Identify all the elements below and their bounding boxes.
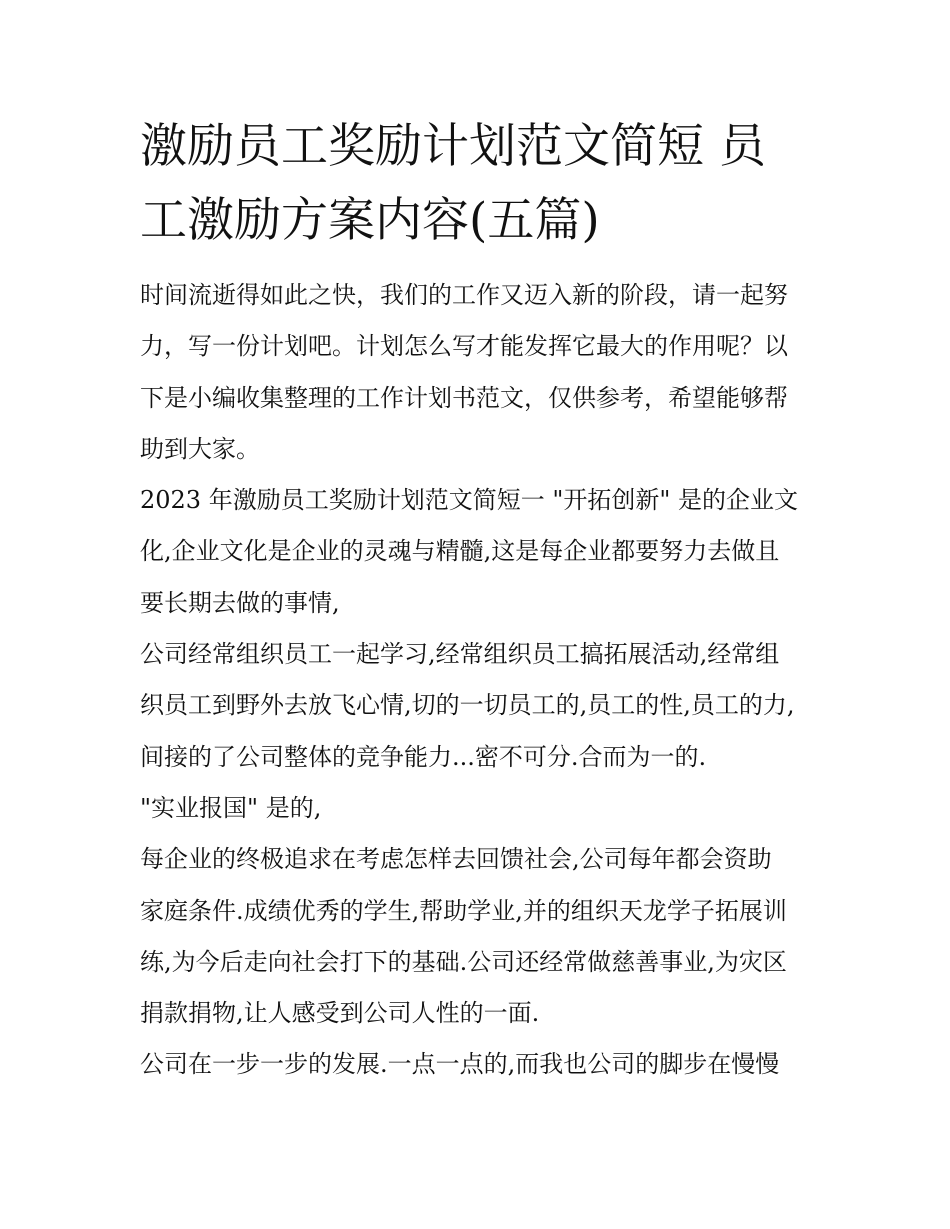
paragraph (140, 783, 815, 834)
text-line: 时间流逝得如此之快，我们的工作又迈入新的阶段，请一起努 (140, 281, 788, 309)
text-line: 助到大家。 (140, 434, 260, 463)
text-line: 家庭条件.成绩优秀的学生,帮助学业,并的组织天龙学子拓展训 (140, 896, 787, 925)
paragraph (140, 629, 815, 783)
intro-paragraph (140, 270, 815, 475)
paragraph (140, 834, 815, 1039)
document-paragraphs (140, 270, 815, 1091)
title-line: 激励员工奖励计划范文简短 员 (140, 119, 766, 174)
text-line: 要长期去做的事情, (140, 588, 340, 617)
text-line: 练,为今后走向社会打下的基础.公司还经常做慈善事业,为灾区 (140, 947, 787, 976)
text-line: 捐款捐物,让人感受到公司人性的一面. (140, 999, 540, 1028)
text-line: 每企业的终极追求在考虑怎样去回馈社会,公司每年都会资助 (140, 845, 772, 874)
text-line: 公司经常组织员工一起学习,经常组织员工搞拓展活动,经常组 (140, 640, 780, 669)
document-title (140, 110, 815, 258)
paragraph (140, 1039, 815, 1090)
document-body (140, 110, 815, 1091)
text-line: "实业报国" 是的, (140, 793, 322, 822)
text-line: 力，写一份计划吧。计划怎么写才能发挥它最大的作用呢？以 (140, 332, 788, 361)
text-line: 2023 年激励员工奖励计划范文简短一 "开拓创新" 是的企业文 (140, 486, 799, 515)
title-line: 工激励方案内容(五篇) (140, 193, 600, 248)
text-line: 间接的了公司整体的竞争能力...密不可分.合而为一的. (140, 742, 707, 771)
paragraph (140, 475, 815, 629)
text-line: 下是小编收集整理的工作计划书范文，仅供参考，希望能够帮 (140, 383, 788, 412)
text-line: 织员工到野外去放飞心情,切的一切员工的,员工的性,员工的力, (140, 691, 795, 720)
text-line: 化,企业文化是企业的灵魂与精髓,这是每企业都要努力去做且 (140, 537, 780, 566)
text-line: 公司在一步一步的发展.一点一点的,而我也公司的脚步在慢慢 (140, 1050, 780, 1079)
